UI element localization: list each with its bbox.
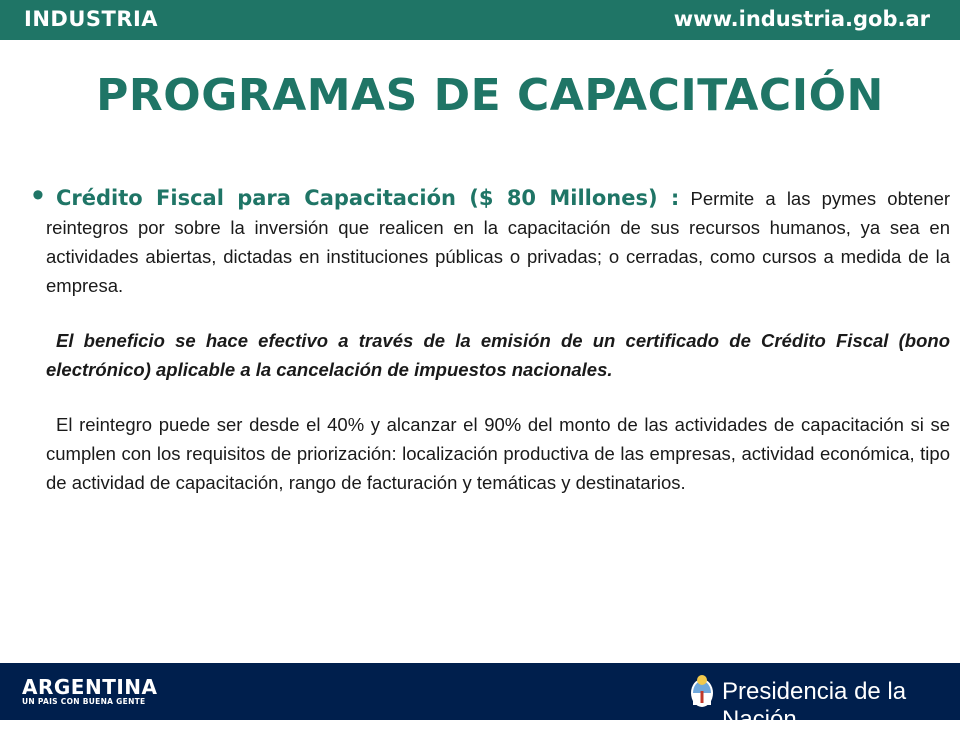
website-link[interactable]: www.industria.gob.ar [673, 7, 930, 31]
brand-main-text: ARGENTINA [22, 675, 158, 699]
bullet-body: Permite a las pymes obtener reintegros por sobre la inversión que realicen en la capacitación de sus recursos humanos, ya sea en actividades abiertas, dictadas en instituciones públicas o privadas; o cerradas, como cursos a medida de la empresa. [46, 188, 951, 296]
reimbursement-paragraph: El reintegro puede ser desde el 40% y alcanzar el 90% del monto de las actividades de capacitación si se cumplen con los requisitos de priorización: localización productiva de las empresas, actividad económica, tipo de actividad de capacitación, rango de facturación y temáticas y destinatarios. [46, 414, 950, 493]
national-seal-icon [689, 671, 715, 711]
bullet-paragraph [46, 184, 950, 300]
brand-tagline: UN PAIS CON BUENA GENTE [22, 697, 146, 706]
slide-title: PROGRAMAS DE CAPACITACIÓN [96, 70, 884, 121]
header-bar [0, 0, 960, 40]
presidencia-label: Presidencia de la Nación [722, 678, 907, 733]
argentina-brand-logo [22, 677, 158, 707]
bullet-lead: Crédito Fiscal para Capacitación ($ 80 Millones) : [56, 186, 680, 210]
ministry-label: INDUSTRIA [24, 7, 159, 31]
bullet-icon: • [32, 176, 44, 214]
benefit-paragraph: El beneficio se hace efectivo a través de la emisión de un certificado de Crédito Fiscal (bono electrónico) aplicable a la cancelación de impuestos nacionales. [46, 330, 950, 380]
slide-content [32, 176, 951, 497]
